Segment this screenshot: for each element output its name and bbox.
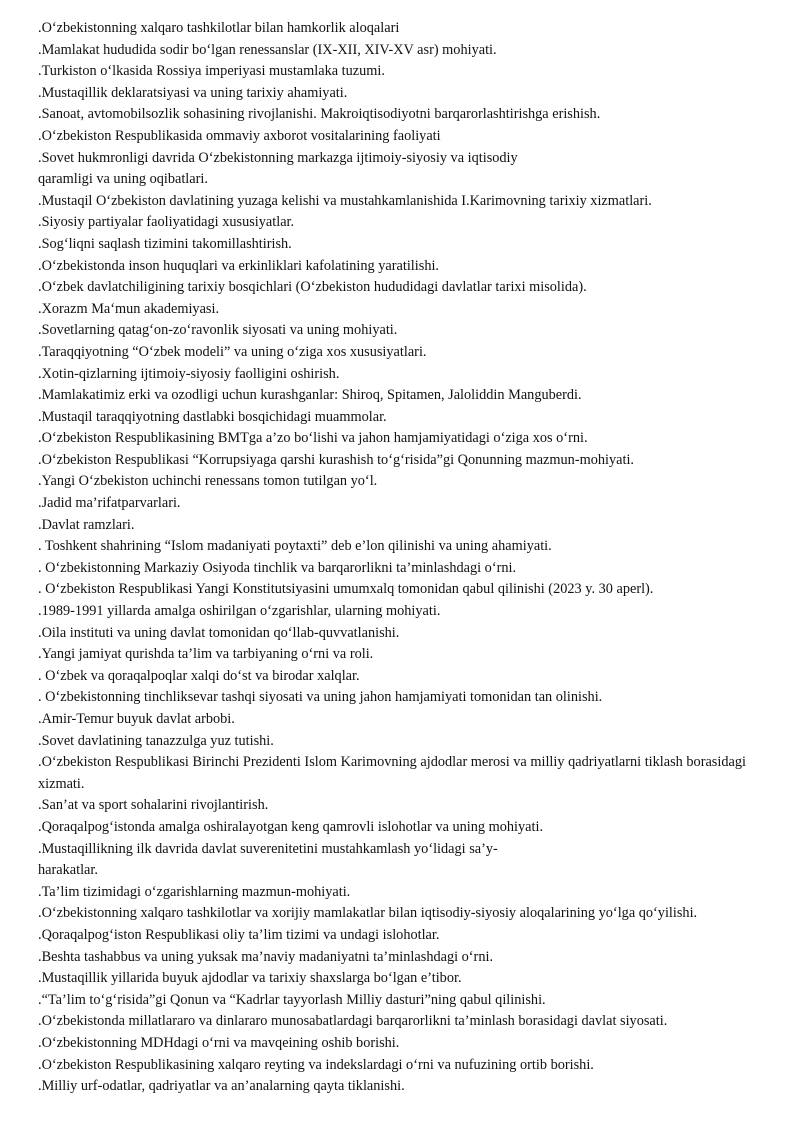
topic-line: harakatlar. [38, 862, 98, 879]
topic-line: .O‘zbekiston Respublikasi “Korrupsiyaga qarshi kurashish to‘g‘risida”gi Qonunning mazmun-mohiyati. [38, 451, 634, 468]
topic-line: .Amir-Temur buyuk davlat arbobi. [38, 711, 235, 727]
topic-line: .Turkiston o‘lkasida Rossiya imperiyasi mustamlaka tuzumi. [38, 63, 385, 80]
topic-line-wrapped: .O‘zbekiston Respublikasi Birinchi Prezidenti Islom Karimovning ajdodlar merosi va milliy qadriyatlarni tiklash borasidagi xizmati. [38, 754, 746, 792]
topic-line: .1989-1991 yillarda amalga oshirilgan o‘zgarishlar, ularning mohiyati. [38, 603, 441, 620]
topic-line: .Jadid ma’rifatparvarlari. [38, 495, 181, 512]
topic-line: .Mustaqillikning ilk davrida davlat suverenitetini mustahkamlash yo‘lidagi sa’y- [38, 840, 498, 857]
topic-line: . O‘zbekiston Respublikasi Yangi Konstitutsiyasini umumxalq tomonidan qabul qilinishi (2023 y. 30 aperl). [38, 581, 654, 598]
topic-line: .Sovetlarning qatag‘on-zo‘ravonlik siyosati va uning mohiyati. [38, 322, 398, 339]
topic-line: .Xotin-qizlarning ijtimoiy-siyosiy faolligini oshirish. [38, 365, 340, 382]
document-body [38, 18, 762, 1098]
topic-line: .Mamlakat hududida sodir bo‘lgan renessanslar (IX-XII, XIV-XV asr) mohiyati. [38, 41, 497, 58]
topic-line: .O‘zbekistonda millatlararo va dinlararo munosabatlardagi barqarorlikni ta’minlash borasidagi davlat siyosati. [38, 1013, 668, 1030]
topic-line: . O‘zbek va qoraqalpoqlar xalqi do‘st va birodar xalqlar. [38, 667, 360, 684]
topic-line: .San’at va sport sohalarini rivojlantirish. [38, 797, 269, 814]
topic-line: .Xorazm Ma‘mun akademiyasi. [38, 300, 220, 317]
topic-line: .Mamlakatimiz erki va ozodligi uchun kurashganlar: Shiroq, Spitamen, Jaloliddin Manguberdi. [38, 387, 582, 404]
topic-line: .Oila instituti va uning davlat tomonidan qo‘llab-quvvatlanishi. [38, 624, 400, 641]
topic-line: .Yangi jamiyat qurishda ta’lim va tarbiyaning o‘rni va roli. [38, 646, 374, 663]
topic-line: . O‘zbekistonning tinchliksevar tashqi siyosati va uning jahon hamjamiyati tomonidan tan olinishi. [38, 689, 603, 706]
topic-line: . O‘zbekistonning Markaziy Osiyoda tinchlik va barqarorlikni ta’minlashdagi o‘rni. [38, 559, 517, 576]
topic-list [38, 795, 762, 903]
topic-line: .Davlat ramzlari. [38, 516, 135, 533]
topic-line: .Sovet hukmronligi davrida O‘zbekistonning markazga ijtimoiy-siyosiy va iqtisodiy [38, 149, 518, 166]
topic-line: .O‘zbekistonning MDHdagi o‘rni va mavqeining oshib borishi. [38, 1034, 400, 1051]
topic-line: .Sovet davlatining tanazzulga yuz tutishi. [38, 732, 274, 749]
topic-line-wrapped: .O‘zbekistonning xalqaro tashkilotlar va xorijiy mamlakatlar bilan iqtisodiy-siyosiy aloqalarining yo‘lga qo‘yilishi. [38, 905, 698, 922]
topic-line: .Mustaqillik yillarida buyuk ajdodlar va tarixiy shaxslarga bo‘lgan e’tibor. [38, 970, 462, 987]
topic-line: .O‘zbekiston Respublikasining xalqaro reyting va indekslardagi o‘rni va nufuzining ortib borishi. [38, 1056, 594, 1073]
topic-line: .Siyosiy partiyalar faoliyatidagi xususiyatlar. [38, 214, 295, 231]
topic-line: qaramligi va uning oqibatlari. [38, 171, 208, 188]
topic-line: .Qoraqalpog‘istonda amalga oshiralayotgan keng qamrovli islohotlar va uning mohiyati. [38, 818, 544, 835]
topic-line: .Beshta tashabbus va uning yuksak ma’naviy madaniyatni ta’minlashdagi o‘rni. [38, 948, 494, 965]
topic-line: .Taraqqiyotning “O‘zbek modeli” va uning o‘ziga xos xususiyatlari. [38, 343, 427, 360]
topic-line: . Toshkent shahrining “Islom madaniyati poytaxti” deb e’lon qilinishi va uning ahamiyati. [38, 538, 552, 555]
topic-line: .Qoraqalpog‘iston Respublikasi oliy ta’lim tizimi va undagi islohotlar. [38, 926, 440, 943]
topic-line: .Mustaqillik deklaratsiyasi va uning tarixiy ahamiyati. [38, 84, 348, 101]
topic-list [38, 925, 762, 1098]
topic-line: .O‘zbekiston Respublikasida ommaviy axborot vositalarining faoliyati [38, 127, 441, 144]
topic-line: .Milliy urf-odatlar, qadriyatlar va an’analarning qayta tiklanishi. [38, 1078, 405, 1095]
topic-line: .Sog‘liqni saqlash tizimini takomillashtirish. [38, 235, 292, 252]
topic-line: .O‘zbekistonda inson huquqlari va erkinliklari kafolatining yaratilishi. [38, 257, 440, 274]
topic-line: .“Ta’lim to‘g‘risida”gi Qonun va “Kadrlar tayyorlash Milliy dasturi”ning qabul qilinishi. [38, 991, 546, 1008]
topic-line: .O‘zbekistonning xalqaro tashkilotlar bilan hamkorlik aloqalari [38, 20, 400, 36]
topic-line: .Ta’lim tizimidagi o‘zgarishlarning mazmun-mohiyati. [38, 883, 351, 900]
topic-list [38, 18, 762, 752]
topic-line: .Mustaqil taraqqiyotning dastlabki bosqichidagi muammolar. [38, 408, 387, 425]
topic-line: .O‘zbek davlatchiligining tarixiy bosqichlari (O‘zbekiston hududidagi davlatlar tarixi misolida). [38, 279, 587, 296]
topic-line: .O‘zbekiston Respublikasining BMTga a’zo bo‘lishi va jahon hamjamiyatidagi o‘ziga xos o‘rni. [38, 430, 588, 447]
topic-line: .Mustaqil O‘zbekiston davlatining yuzaga kelishi va mustahkamlanishida I.Karimovning tarixiy xizmatlari. [38, 192, 652, 209]
topic-line: .Yangi O‘zbekiston uchinchi renessans tomon tutilgan yo‘l. [38, 473, 378, 490]
topic-line: .Sanoat, avtomobilsozlik sohasining rivojlanishi. Makroiqtisodiyotni barqarorlashtirishga erishish. [38, 106, 601, 123]
